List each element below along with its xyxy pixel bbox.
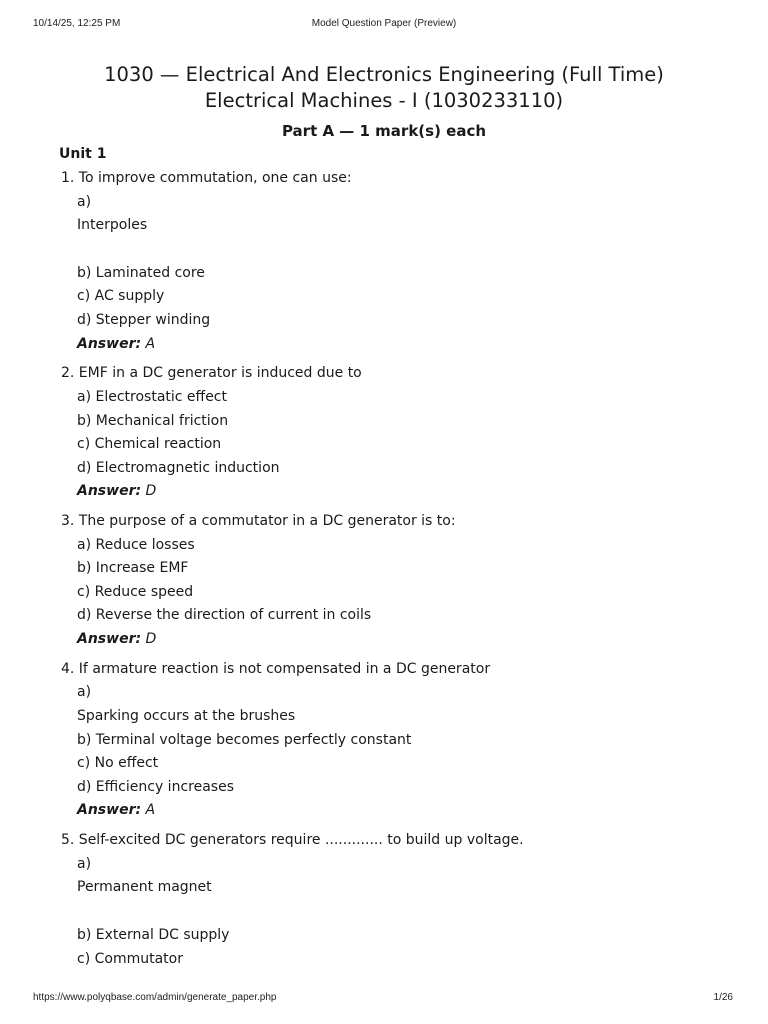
answer-label: Answer: [77,483,142,499]
answer-line [77,335,155,353]
answer-label: Answer: [77,336,142,352]
option-a: a) Reduce losses [77,537,195,553]
option-d: d) Efficiency increases [77,779,234,795]
option-c: c) Chemical reaction [77,436,222,452]
option-d: d) Stepper winding [77,312,211,328]
option-d: d) Electromagnetic induction [77,460,280,476]
option-c: c) Commutator [77,951,183,967]
print-url: https://www.polyqbase.com/admin/generate_paper.php [33,992,277,1003]
print-footer [33,992,735,1006]
option-a: a) Electrostatic effect [77,389,227,405]
answer-line [77,801,155,819]
question-stem: 4. If armature reaction is not compensated in a DC generator [61,661,491,677]
option-a-text: Sparking occurs at the brushes [77,708,296,724]
option-a-label: a) [77,194,92,210]
option-c: c) Reduce speed [77,584,194,600]
answer-value: A [145,336,156,352]
question-stem: 2. EMF in a DC generator is induced due to [61,365,362,381]
option-a-label: a) [77,684,92,700]
question-stem: 1. To improve commutation, one can use: [61,170,352,186]
paper-title: 1030 — Electrical And Electronics Engineering (Full Time) [104,63,664,86]
option-a-text: Permanent magnet [77,879,212,895]
print-page-title: Model Question Paper (Preview) [311,18,457,29]
option-d: d) Reverse the direction of current in coils [77,607,372,623]
answer-line [77,482,156,500]
option-a-text: Interpoles [77,217,148,233]
option-b: b) Mechanical friction [77,413,229,429]
print-page-number: 1/26 [713,992,733,1003]
answer-value: D [145,631,157,647]
answer-label: Answer: [77,631,142,647]
question-stem: 5. Self-excited DC generators require ............. to build up voltage. [61,832,524,848]
option-b: b) External DC supply [77,927,230,943]
answer-value: D [145,483,157,499]
option-c: c) No effect [77,755,159,771]
unit-heading: Unit 1 [59,146,107,162]
option-c: c) AC supply [77,288,165,304]
part-heading: Part A — 1 mark(s) each [281,122,487,140]
answer-label: Answer: [77,802,142,818]
print-datetime: 10/14/25, 12:25 PM [33,18,121,29]
option-b: b) Increase EMF [77,560,189,576]
paper-subject: Electrical Machines - I (1030233110) [204,89,564,112]
answer-line [77,630,156,648]
option-a-label: a) [77,856,92,872]
answer-value: A [145,802,156,818]
question-stem: 3. The purpose of a commutator in a DC generator is to: [61,513,456,529]
option-b: b) Laminated core [77,265,205,281]
option-b: b) Terminal voltage becomes perfectly constant [77,732,412,748]
print-header [33,18,735,32]
